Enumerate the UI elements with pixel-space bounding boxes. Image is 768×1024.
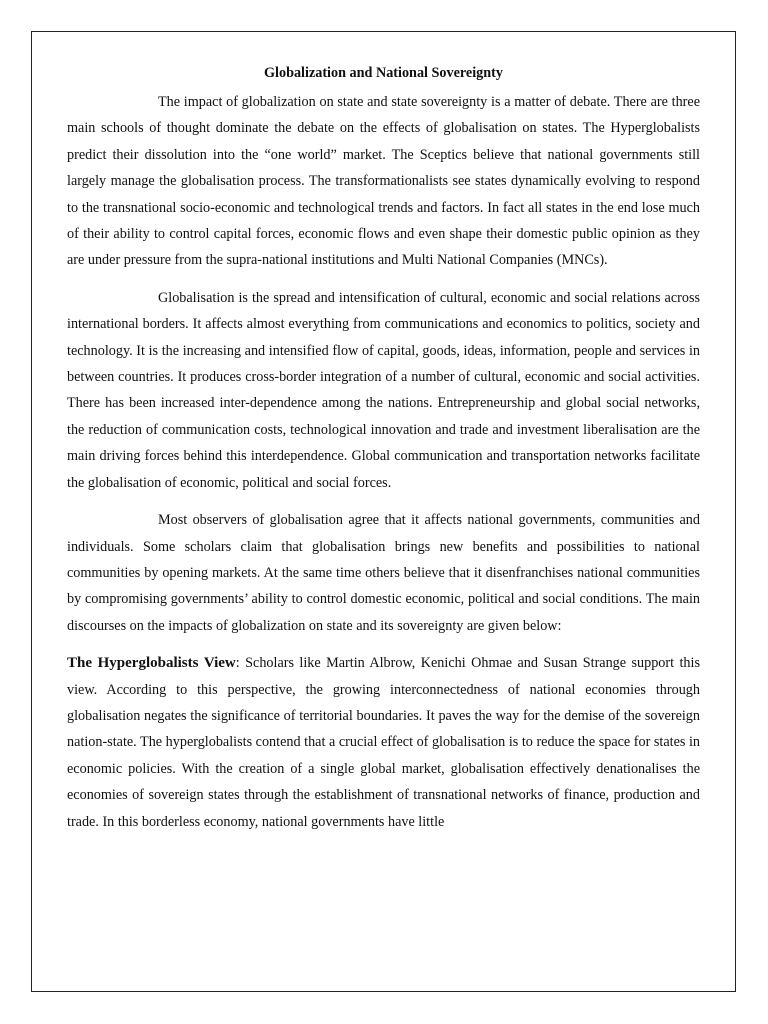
paragraph-observers: Most observers of globalisation agree that it affects national governments, communities and individuals. Some scholars claim that globalisation brings new benefits and possibilities to national communities by opening markets. At the same time others believe that it disenfranchises national communities by compromising governments’ ability to control domestic economic, political and social conditions. The main discourses on the impacts of globalization on state and its sovereignty are given below: [67, 512, 700, 634]
section-heading: The Hyperglobalists View [67, 655, 236, 672]
document-body [67, 62, 700, 835]
section-hyperglobalists [67, 650, 700, 835]
paragraph-definition: Globalisation is the spread and intensification of cultural, economic and social relations across international borders. It affects almost everything from communications and economics to politics, society and technology. It is the increasing and intensified flow of capital, goods, ideas, information, people and services in between countries. It produces cross-border integration of a number of cultural, economic and social activities. There has been increased inter-dependence among the nations. Entrepreneurship and global social networks, the reduction of communication costs, technological innovation and trade and investment liberalisation are the main driving forces behind this interdependence. Global communication and transportation networks facilitate the globalisation of economic, political and social forces. [67, 289, 700, 491]
paragraph-intro: The impact of globalization on state and state sovereignty is a matter of debate. There are three main schools of thought dominate the debate on the effects of globalisation on states. The Hyperglobalists predict their dissolution into the “one world” market. The Sceptics believe that national governments still largely manage the globalisation process. The transformationalists see states dynamically evolving to respond to the transnational socio-economic and technological trends and factors. In fact all states in the end lose much of their ability to control capital forces, economic flows and even shape their domestic public opinion as they are under pressure from the supra-national institutions and Multi National Companies (MNCs). [67, 94, 700, 269]
section-body: : Scholars like Martin Albrow, Kenichi Ohmae and Susan Strange support this view. According to this perspective, the growing interconnectedness of national economies through globalisation negates the significance of territorial boundaries. It paves the way for the demise of the sovereign nation-state. The hyperglobalists contend that a crucial effect of globalisation is to reduce the space for states in economic policies. With the creation of a single global market, globalisation effectively denationalises the economies of sovereign states through the establishment of transnational networks of finance, production and trade. In this borderless economy, national governments have little [67, 655, 700, 830]
document-title: Globalization and National Sovereignty [264, 65, 503, 81]
